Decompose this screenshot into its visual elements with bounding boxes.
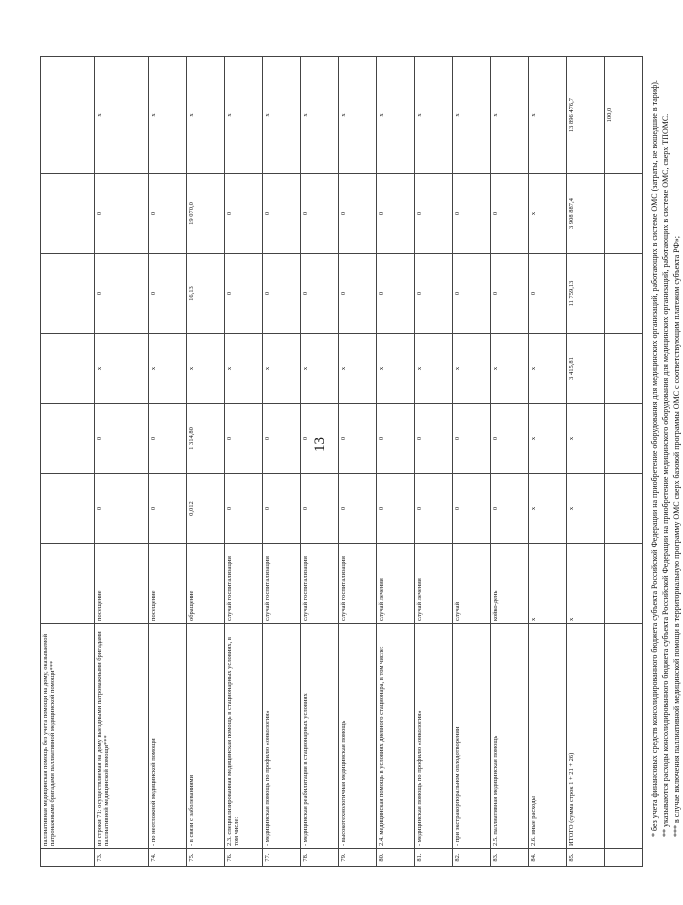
cell-c6: х <box>377 334 415 404</box>
cell-c9: х <box>301 57 339 174</box>
cell-c9: х <box>529 57 567 174</box>
cell-c6 <box>605 334 643 404</box>
cell-c6: х <box>301 334 339 404</box>
cell-unit: случай госпитализации <box>225 544 263 624</box>
table-row <box>225 57 263 867</box>
cell-c4: 0 <box>377 474 415 544</box>
cell-c4: 0 <box>453 474 491 544</box>
cell-c5: х <box>529 404 567 474</box>
cell-c6: х <box>95 334 149 404</box>
cell-num: 78. <box>301 849 339 867</box>
cell-c4: 0 <box>301 474 339 544</box>
table-row <box>377 57 415 867</box>
cell-c4 <box>605 474 643 544</box>
cell-num: 82. <box>453 849 491 867</box>
cell-c8: 0 <box>453 174 491 254</box>
cell-name: - высокотехнологичная медицинская помощь <box>339 624 377 849</box>
table-row <box>339 57 377 867</box>
cell-name: ИТОГО (сумма строк 1 + 21 + 26) <box>567 624 605 849</box>
cell-c8: 0 <box>301 174 339 254</box>
cell-c4: 0 <box>149 474 187 544</box>
cell-c8: 3 908 887,4 <box>567 174 605 254</box>
cell-c9: 13 896 476,7 <box>567 57 605 174</box>
cell-c4: 0 <box>491 474 529 544</box>
cell-c5 <box>41 404 95 474</box>
cell-c5: 1 314,80 <box>187 404 225 474</box>
cell-unit <box>41 544 95 624</box>
cell-c5: 0 <box>339 404 377 474</box>
cell-c5: 0 <box>301 404 339 474</box>
cell-c4: х <box>567 474 605 544</box>
page-number-text: 13 <box>311 437 328 452</box>
cell-num: 75. <box>187 849 225 867</box>
cell-c8: 0 <box>377 174 415 254</box>
cell-c7: 0 <box>301 254 339 334</box>
cell-name: 2.4. медицинская помощь в условиях дневного стационара, в том числе: <box>377 624 415 849</box>
table-row <box>187 57 225 867</box>
cell-c8: 0 <box>415 174 453 254</box>
cell-c8: 0 <box>149 174 187 254</box>
cell-c8 <box>605 174 643 254</box>
cell-c6: 3 415,81 <box>567 334 605 404</box>
cell-c8: 0 <box>95 174 149 254</box>
cell-c7: 0 <box>95 254 149 334</box>
cell-c5: 0 <box>263 404 301 474</box>
cell-num: 79. <box>339 849 377 867</box>
table-body <box>41 57 643 867</box>
cell-c9: х <box>453 57 491 174</box>
cell-c9: х <box>95 57 149 174</box>
cell-name: - медицинская помощь по профилю «онкология» <box>263 624 301 849</box>
cell-c9: х <box>491 57 529 174</box>
cell-c4: 0 <box>95 474 149 544</box>
cell-unit: х <box>567 544 605 624</box>
cell-c6: х <box>225 334 263 404</box>
cell-c5: х <box>567 404 605 474</box>
cell-c7: 0 <box>415 254 453 334</box>
table-row <box>453 57 491 867</box>
cell-c7: 11 759,13 <box>567 254 605 334</box>
cell-c9: х <box>339 57 377 174</box>
financing-table <box>40 56 643 867</box>
cell-c9: 100,0 <box>605 57 643 174</box>
cell-c7: 0 <box>263 254 301 334</box>
cell-c6 <box>41 334 95 404</box>
cell-c7 <box>41 254 95 334</box>
footnote-1: * без учета финансовых средств консолидированного бюджета субъекта Российской Федерации на приобретение оборудования для медицинских организаций, работающих в системе ОМС (затраты, не вошедшие в тариф). <box>650 80 659 837</box>
cell-c7: 0 <box>339 254 377 334</box>
cell-c7: 0 <box>453 254 491 334</box>
table-row <box>415 57 453 867</box>
cell-c9: х <box>377 57 415 174</box>
cell-c7: 0 <box>225 254 263 334</box>
cell-c6: х <box>187 334 225 404</box>
table-row <box>605 57 643 867</box>
cell-c6: х <box>149 334 187 404</box>
cell-num: 73. <box>95 849 149 867</box>
cell-name: 2.5. паллиативная медицинская помощь <box>491 624 529 849</box>
cell-name: из строки 71: осуществляемая на дому выездными патронажными бригадами паллиативной медицинской помощи*** <box>95 624 149 849</box>
table-row <box>95 57 149 867</box>
cell-unit: х <box>529 544 567 624</box>
footnote-3: *** в случае включения паллиативной медицинской помощи в территориальную программу ОМС сверх базовой программы ОМС с соответствующим платежом субъекта РФ»; <box>672 235 682 837</box>
cell-c9: х <box>187 57 225 174</box>
cell-num: 76. <box>225 849 263 867</box>
cell-c4: 0,012 <box>187 474 225 544</box>
cell-num <box>605 849 643 867</box>
cell-c6: х <box>529 334 567 404</box>
table-row <box>567 57 605 867</box>
table-row <box>301 57 339 867</box>
cell-c9: х <box>263 57 301 174</box>
cell-c7: 0 <box>149 254 187 334</box>
cell-c5 <box>605 404 643 474</box>
cell-num: 77. <box>263 849 301 867</box>
cell-c9: х <box>225 57 263 174</box>
cell-c8: 0 <box>263 174 301 254</box>
cell-c5: 0 <box>491 404 529 474</box>
cell-c5: 0 <box>225 404 263 474</box>
cell-name: 2.3. специализированная медицинская помощь в стационарных условиях, в том числе: <box>225 624 263 849</box>
cell-c6: х <box>491 334 529 404</box>
cell-num: 84. <box>529 849 567 867</box>
cell-num: 83. <box>491 849 529 867</box>
cell-c5: 0 <box>377 404 415 474</box>
cell-unit <box>605 544 643 624</box>
cell-unit: случай лечения <box>415 544 453 624</box>
cell-c8: 0 <box>225 174 263 254</box>
cell-c6: х <box>415 334 453 404</box>
cell-name: 2.6. иные расходы <box>529 624 567 849</box>
cell-c4: 0 <box>263 474 301 544</box>
cell-num: 85. <box>567 849 605 867</box>
cell-c9: х <box>415 57 453 174</box>
cell-c7: 0 <box>529 254 567 334</box>
cell-c8: 19 070,0 <box>187 174 225 254</box>
cell-c7 <box>605 254 643 334</box>
cell-num <box>41 849 95 867</box>
cell-c5: 0 <box>415 404 453 474</box>
cell-unit: случай <box>453 544 491 624</box>
cell-num: 81. <box>415 849 453 867</box>
cell-c6: х <box>453 334 491 404</box>
table-row <box>529 57 567 867</box>
cell-name <box>605 624 643 849</box>
cell-unit: случай госпитализации <box>339 544 377 624</box>
cell-c8: х <box>529 174 567 254</box>
cell-unit: обращение <box>187 544 225 624</box>
cell-c6: х <box>263 334 301 404</box>
cell-unit: случай госпитализации <box>301 544 339 624</box>
cell-name: - при экстракорпоральном оплодотворении <box>453 624 491 849</box>
cell-name: - медицинская реабилитация в стационарных условиях <box>301 624 339 849</box>
cell-c4 <box>41 474 95 544</box>
cell-c7: 0 <box>377 254 415 334</box>
cell-c7: 16,13 <box>187 254 225 334</box>
cell-unit: случай лечения <box>377 544 415 624</box>
cell-c4: х <box>529 474 567 544</box>
cell-unit: койко-день <box>491 544 529 624</box>
footnote-2: ** указываются расходы консолидированного бюджета субъекта Российской Федерации на приобретение медицинского оборудования для медицинских организаций, работающих в системе ОМС, сверх ТПОМС. <box>661 113 671 837</box>
cell-c5: 0 <box>95 404 149 474</box>
cell-c4: 0 <box>415 474 453 544</box>
cell-c5: 0 <box>453 404 491 474</box>
cell-num: 74. <box>149 849 187 867</box>
cell-name: паллиативная медицинская помощь без учета помощи на дому, оказываемой патронажными бригадами паллиативной медицинской помощи*** <box>41 624 95 849</box>
cell-c4: 0 <box>225 474 263 544</box>
cell-c6: х <box>339 334 377 404</box>
cell-c9: х <box>149 57 187 174</box>
cell-c9 <box>41 57 95 174</box>
table-row <box>149 57 187 867</box>
cell-unit: случай госпитализации <box>263 544 301 624</box>
cell-name: - по неотложной медицинской помощи <box>149 624 187 849</box>
table-row <box>41 57 95 867</box>
cell-name: - в связи с заболеваниями <box>187 624 225 849</box>
table-row <box>491 57 529 867</box>
table-row <box>263 57 301 867</box>
cell-num: 80. <box>377 849 415 867</box>
footnotes <box>649 57 683 867</box>
cell-c7: 0 <box>491 254 529 334</box>
cell-c8: 0 <box>339 174 377 254</box>
cell-c5: 0 <box>149 404 187 474</box>
rotated-content <box>40 57 682 867</box>
cell-unit: посещение <box>149 544 187 624</box>
cell-name: - медицинская помощь по профилю «онкология» <box>415 624 453 849</box>
cell-unit: посещение <box>95 544 149 624</box>
cell-c8 <box>41 174 95 254</box>
cell-c8: 0 <box>491 174 529 254</box>
cell-c4: 0 <box>339 474 377 544</box>
